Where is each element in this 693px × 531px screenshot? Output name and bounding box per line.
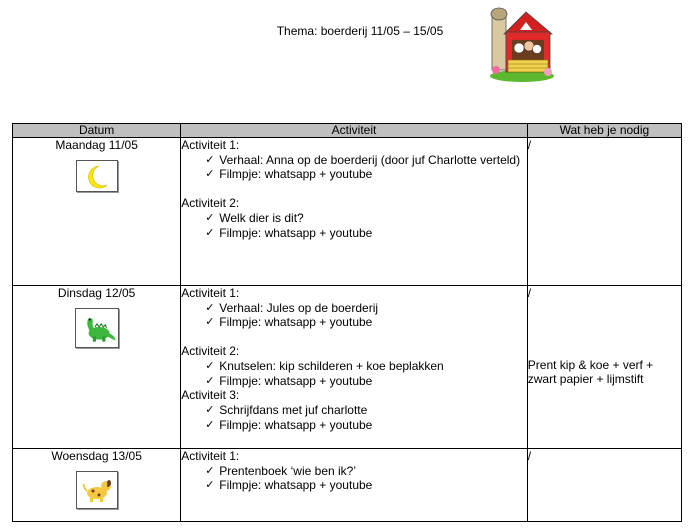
check-icon: ✓ [205,418,215,431]
list-item-text: Knutselen: kip schilderen + koe beplakken [219,358,444,373]
check-icon: ✓ [205,479,215,492]
date-cell [13,286,181,449]
list-item-text: Filmpje: whatsapp + youtube [219,315,373,330]
needs-text: / [527,286,532,300]
check-icon: ✓ [205,359,215,372]
activity-group-title: Activiteit 2: [181,344,240,359]
list-item-text: Filmpje: whatsapp + youtube [219,167,373,182]
list-item [207,315,527,330]
table-row [13,286,682,449]
list-item-text: Filmpje: whatsapp + youtube [219,478,373,493]
activity-cell [181,449,528,522]
date-cell [13,138,181,286]
list-item-text: Welk dier is dit? [219,210,304,225]
needs-cell [527,449,681,522]
list-item [207,359,527,374]
list-item-text: Verhaal: Jules op de boerderij [219,300,379,315]
column-header-wat-heb-je-nodig: Wat heb je nodig [527,124,681,138]
date-label: Maandag 11/05 [55,138,138,152]
needs-text: Prent kip & koe + verf + zwart papier + lijmstift [527,358,654,386]
needs-cell [527,138,681,286]
list-item [207,226,527,241]
list-item-text: Filmpje: whatsapp + youtube [219,225,373,240]
check-icon: ✓ [205,301,215,314]
check-icon: ✓ [205,226,215,239]
needs-text: / [527,449,532,463]
check-icon: ✓ [205,403,215,416]
dinosaur-icon [75,308,119,348]
date-label: Woensdag 13/05 [51,449,142,463]
list-item-text: Filmpje: whatsapp + youtube [219,373,373,388]
list-item [207,153,527,168]
check-icon: ✓ [205,211,215,224]
activity-cell [181,286,528,449]
check-icon: ✓ [205,316,215,329]
moon-icon [76,160,118,192]
list-item [207,464,527,479]
list-item-text: Filmpje: whatsapp + youtube [219,417,373,432]
needs-text: / [527,138,532,152]
list-item [207,478,527,493]
date-cell [13,449,181,522]
needs-cell [527,286,681,449]
list-item [207,418,527,433]
page-title: Thema: boerderij 11/05 – 15/05 [276,24,444,38]
activity-group-title: Activiteit 2: [181,196,240,211]
list-item-text: Prentenboek ‘wie ben ik?’ [219,463,357,478]
check-icon: ✓ [205,153,215,166]
list-item [207,374,527,389]
check-icon: ✓ [205,374,215,387]
list-item [207,211,527,226]
activity-group-title: Activiteit 1: [181,286,240,300]
check-icon: ✓ [205,464,215,477]
activity-group-title: Activiteit 3: [181,388,240,403]
check-icon: ✓ [205,168,215,181]
date-label: Dinsdag 12/05 [57,286,136,300]
list-item [207,301,527,316]
activity-group-title: Activiteit 1: [181,138,240,152]
list-item [207,403,527,418]
column-header-datum: Datum [13,124,181,138]
table-header-row [13,124,682,138]
list-item-text: Schrijfdans met juf charlotte [219,402,368,417]
activity-group-title: Activiteit 1: [181,449,240,463]
activity-cell [181,138,528,286]
column-header-activiteit: Activiteit [181,124,528,138]
schedule-table [12,123,682,522]
barn-illustration [486,0,558,82]
list-item [207,167,527,182]
table-row [13,449,682,522]
list-item-text: Verhaal: Anna op de boerderij (door juf Charlotte verteld) [219,152,521,167]
table-row [13,138,682,286]
dog-icon [76,471,118,509]
